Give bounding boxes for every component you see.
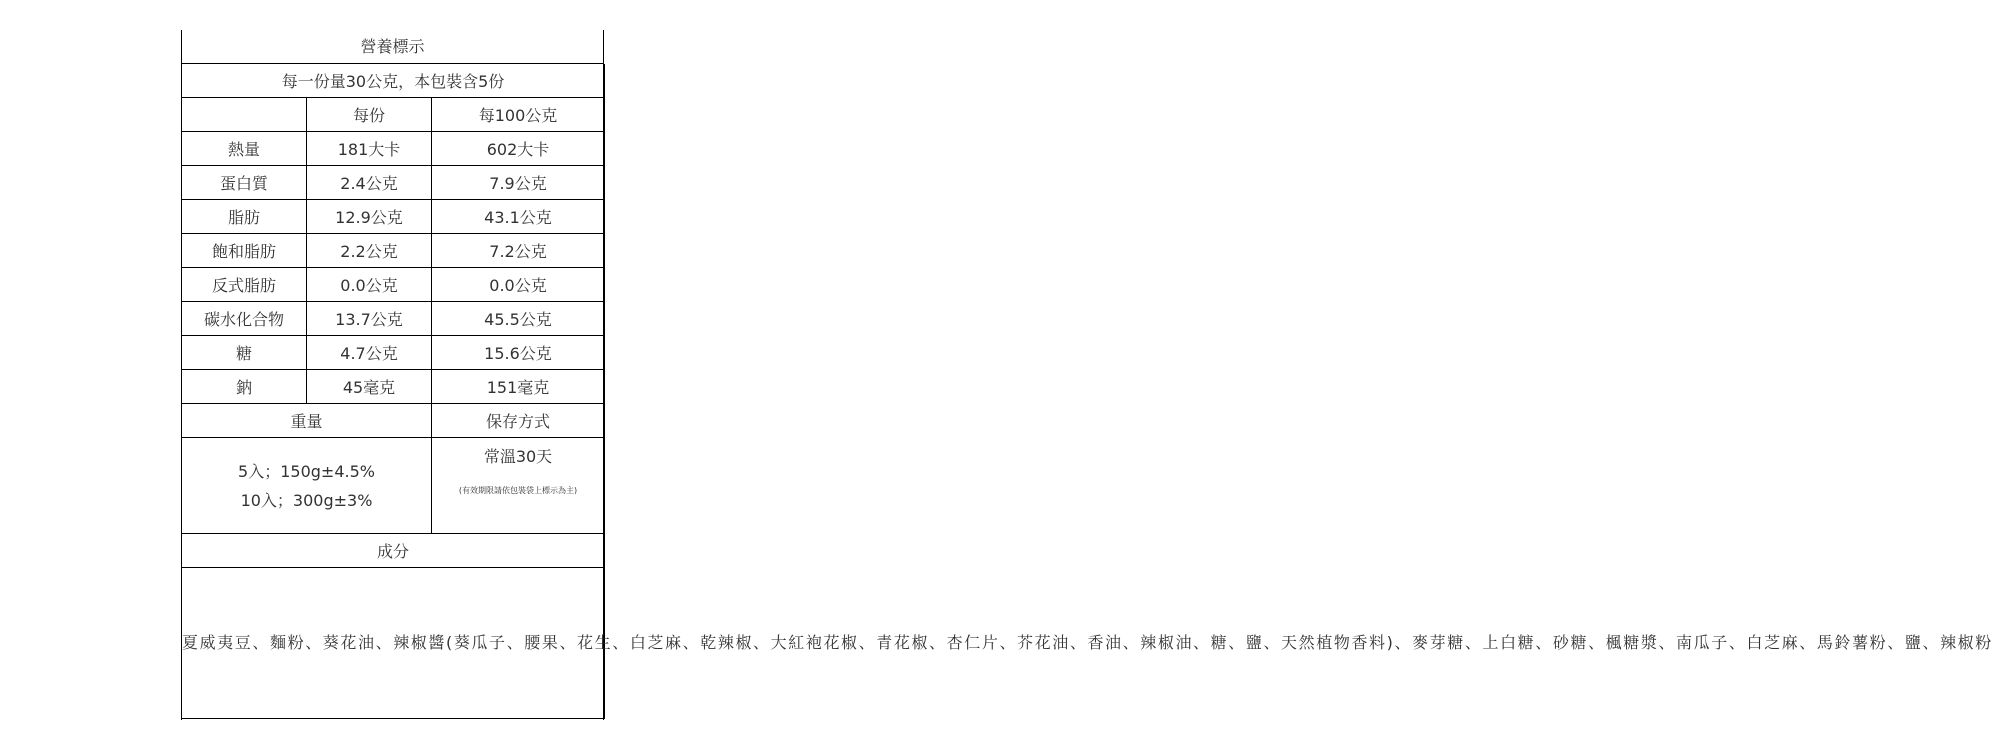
nutrient-per-100g: 0.0公克 <box>432 268 605 302</box>
nutrient-per-100g: 7.2公克 <box>432 234 605 268</box>
table-row <box>182 302 605 336</box>
nutrient-per-100g: 43.1公克 <box>432 200 605 234</box>
column-header-row <box>182 98 605 132</box>
nutrient-name: 脂肪 <box>182 200 307 234</box>
nutrient-per-serving: 181大卡 <box>307 132 432 166</box>
weight-storage-header-row <box>182 404 605 438</box>
storage-cell <box>432 438 605 534</box>
nutrient-per-100g: 602大卡 <box>432 132 605 166</box>
storage-header: 保存方式 <box>432 404 605 438</box>
nutrient-per-serving: 0.0公克 <box>307 268 432 302</box>
column-header-per-100g: 每100公克 <box>432 98 605 132</box>
nutrient-per-100g: 7.9公克 <box>432 166 605 200</box>
table-row <box>182 166 605 200</box>
weight-header: 重量 <box>182 404 432 438</box>
ingredients-row <box>182 568 605 719</box>
weight-storage-row <box>182 438 605 534</box>
nutrition-table <box>181 64 1993 719</box>
nutrient-per-100g: 45.5公克 <box>432 302 605 336</box>
column-header-per-serving: 每份 <box>307 98 432 132</box>
weight-line-2: 10入；300g±3% <box>240 490 373 510</box>
table-row <box>182 234 605 268</box>
nutrition-title: 營養標示 <box>181 30 604 64</box>
nutrient-name: 反式脂肪 <box>182 268 307 302</box>
nutrient-name: 蛋白質 <box>182 166 307 200</box>
nutrient-name: 飽和脂肪 <box>182 234 307 268</box>
storage-note: (有效期限請依包裝袋上標示為主) <box>458 486 578 495</box>
nutrient-name: 碳水化合物 <box>182 302 307 336</box>
table-row <box>182 370 605 404</box>
nutrient-per-serving: 45毫克 <box>307 370 432 404</box>
nutrient-name: 糖 <box>182 336 307 370</box>
nutrient-name: 熱量 <box>182 132 307 166</box>
nutrient-per-serving: 2.2公克 <box>307 234 432 268</box>
nutrient-per-100g: 151毫克 <box>432 370 605 404</box>
nutrient-per-serving: 2.4公克 <box>307 166 432 200</box>
serving-info: 每一份量30公克，本包裝含5份 <box>182 64 605 98</box>
table-row <box>182 336 605 370</box>
column-header-blank <box>182 98 307 132</box>
nutrient-per-100g: 15.6公克 <box>432 336 605 370</box>
nutrient-name: 鈉 <box>182 370 307 404</box>
nutrient-per-serving: 12.9公克 <box>307 200 432 234</box>
nutrient-per-serving: 13.7公克 <box>307 302 432 336</box>
ingredients-text: 夏威夷豆、麵粉、葵花油、辣椒醬(葵瓜子、腰果、花生、白芝麻、乾辣椒、大紅袍花椒、青花椒、杏仁片、芥花油、香油、辣椒油、糖、鹽、天然植物香料)、麥芽糖、上白糖、砂糖、楓糖漿、南瓜子、白芝麻、馬鈴薯粉、鹽、辣椒粉 <box>182 568 605 719</box>
table-row <box>182 268 605 302</box>
weight-line-1: 5入；150g±4.5% <box>238 461 375 481</box>
ingredients-header: 成分 <box>182 534 605 568</box>
table-row <box>182 200 605 234</box>
serving-row <box>182 64 605 98</box>
nutrient-per-serving: 4.7公克 <box>307 336 432 370</box>
weight-cell <box>182 438 432 534</box>
table-row <box>182 132 605 166</box>
ingredients-header-row <box>182 534 605 568</box>
storage-value: 常溫30天 <box>483 447 553 466</box>
